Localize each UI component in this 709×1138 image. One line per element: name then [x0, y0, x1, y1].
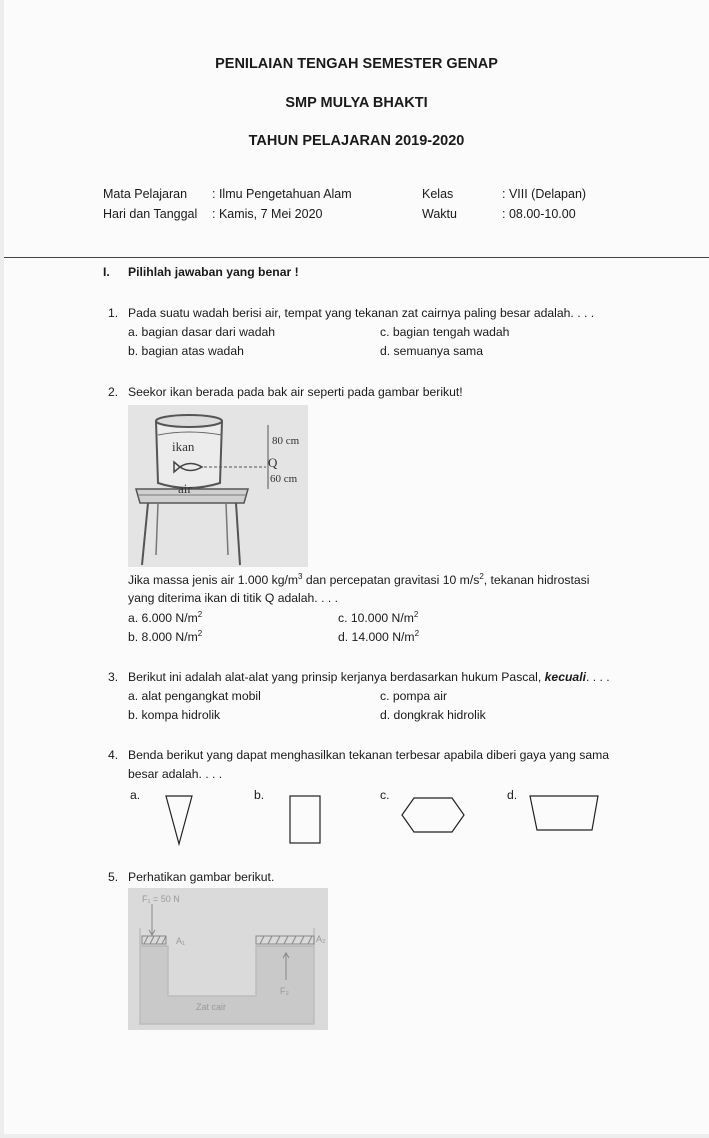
exam-page	[4, 0, 709, 1134]
q3-text: Berikut ini adalah alat-alat yang prinsip kerjanya berdasarkan hukum Pascal, kecuali. . . .	[128, 670, 610, 684]
q5-number: 5.	[108, 870, 119, 884]
q4-number: 4.	[108, 748, 119, 762]
q3-option-b: b. kompa hidrolik	[128, 708, 221, 722]
fig-label-80cm: 80 cm	[272, 435, 300, 447]
q1-option-b: b. bagian atas wadah	[128, 344, 244, 358]
q3-emphasis: kecuali	[544, 670, 586, 684]
q4-text-line1: Benda berikut yang dapat menghasilkan tekanan terbesar apabila diberi gaya yang sama	[128, 748, 610, 762]
tall-rectangle-shape	[288, 794, 322, 846]
q2-option-a: a. 6.000 $N/m^2$	[128, 610, 203, 626]
q2-para-part3: , tekanan hidrostasi	[483, 573, 590, 588]
q2-sup-3: 3	[298, 572, 303, 581]
q2-paragraph-line2: yang diterima ikan di titik Q adalah. . . .	[128, 591, 338, 605]
q2-option-d: d. 14.000 $N/m^2$	[338, 629, 420, 645]
section-number: I.	[103, 265, 110, 279]
q2-paragraph-line1	[128, 572, 589, 587]
inverted-triangle-shape	[164, 794, 194, 846]
section-instruction: Pilihlah jawaban yang benar !	[128, 265, 299, 279]
trapezoid-shape	[528, 794, 600, 834]
fig-force-f2: F₂	[280, 986, 289, 996]
q1-number: 1.	[108, 306, 119, 320]
q3-option-a: a. alat pengangkat mobil	[128, 689, 261, 703]
hydraulic-press-figure	[128, 888, 328, 1030]
q1-text: Pada suatu wadah berisi air, tempat yang tekanan zat cairnya paling besar adalah. . . .	[128, 306, 595, 320]
q1-option-a: a. bagian dasar dari wadah	[128, 325, 276, 339]
q2-text: Seekor ikan berada pada bak air seperti pada gambar berikut!	[128, 385, 463, 399]
q4-text-line2: besar adalah. . . .	[128, 767, 223, 781]
hydraulic-press-drawing	[128, 888, 328, 1030]
hexagon-shape	[400, 796, 466, 836]
q2-option-b: b. 8.000 $N/m^2$	[128, 629, 203, 645]
q3-option-d: d. dongkrak hidrolik	[380, 708, 486, 722]
q1-option-c: c. bagian tengah wadah	[380, 325, 510, 339]
fig-label-60cm: 60 cm	[270, 473, 298, 485]
fig-label-q: Q	[268, 455, 278, 470]
fig-force-f1: F₁ = 50 N	[142, 894, 180, 904]
fish-tank-figure	[128, 405, 308, 567]
q1-option-d: d. semuanya sama	[380, 344, 483, 358]
q4-option-d-label: d.	[507, 788, 518, 802]
fig-fluid-label: Zat cair	[196, 1002, 227, 1012]
q2-number: 2.	[108, 385, 119, 399]
subject-label: Mata Pelajaran	[103, 187, 188, 201]
q3-number: 3.	[108, 670, 119, 684]
class-value: : VIII (Delapan)	[502, 187, 587, 201]
q3-option-c: c. pompa air	[380, 689, 448, 703]
fig-area-a1: A₁	[176, 936, 186, 946]
class-label: Kelas	[422, 187, 454, 201]
date-label: Hari dan Tanggal	[103, 207, 198, 221]
header-divider	[4, 257, 709, 258]
academic-year: TAHUN PELAJARAN 2019-2020	[248, 133, 465, 149]
subject-value: : Ilmu Pengetahuan Alam	[212, 187, 352, 201]
fish-tank-drawing	[128, 405, 308, 567]
q2-option-c: c. 10.000 $N/m^2$	[338, 610, 419, 626]
school-name: SMP MULYA BHAKTI	[285, 95, 428, 111]
exam-title: PENILAIAN TENGAH SEMESTER GENAP	[215, 56, 498, 72]
q4-option-b-label: b.	[254, 788, 265, 802]
q4-option-a-label: a.	[130, 788, 141, 802]
q5-text: Perhatikan gambar berikut.	[128, 870, 275, 884]
time-value: : 08.00-10.00	[502, 207, 576, 221]
q4-option-c-label: c.	[380, 788, 390, 802]
fig-area-a2: A₂	[316, 934, 326, 944]
fig-label-ikan: ikan	[172, 439, 195, 454]
q2-sup-2: 2	[479, 572, 484, 581]
q2-para-part2: dan percepatan gravitasi 10 m/s	[302, 573, 480, 588]
time-label: Waktu	[422, 207, 457, 221]
date-value: : Kamis, 7 Mei 2020	[212, 207, 323, 221]
fig-label-air: air	[178, 481, 192, 496]
q2-para-part1: Jika massa jenis air 1.000 kg/m	[128, 573, 299, 588]
